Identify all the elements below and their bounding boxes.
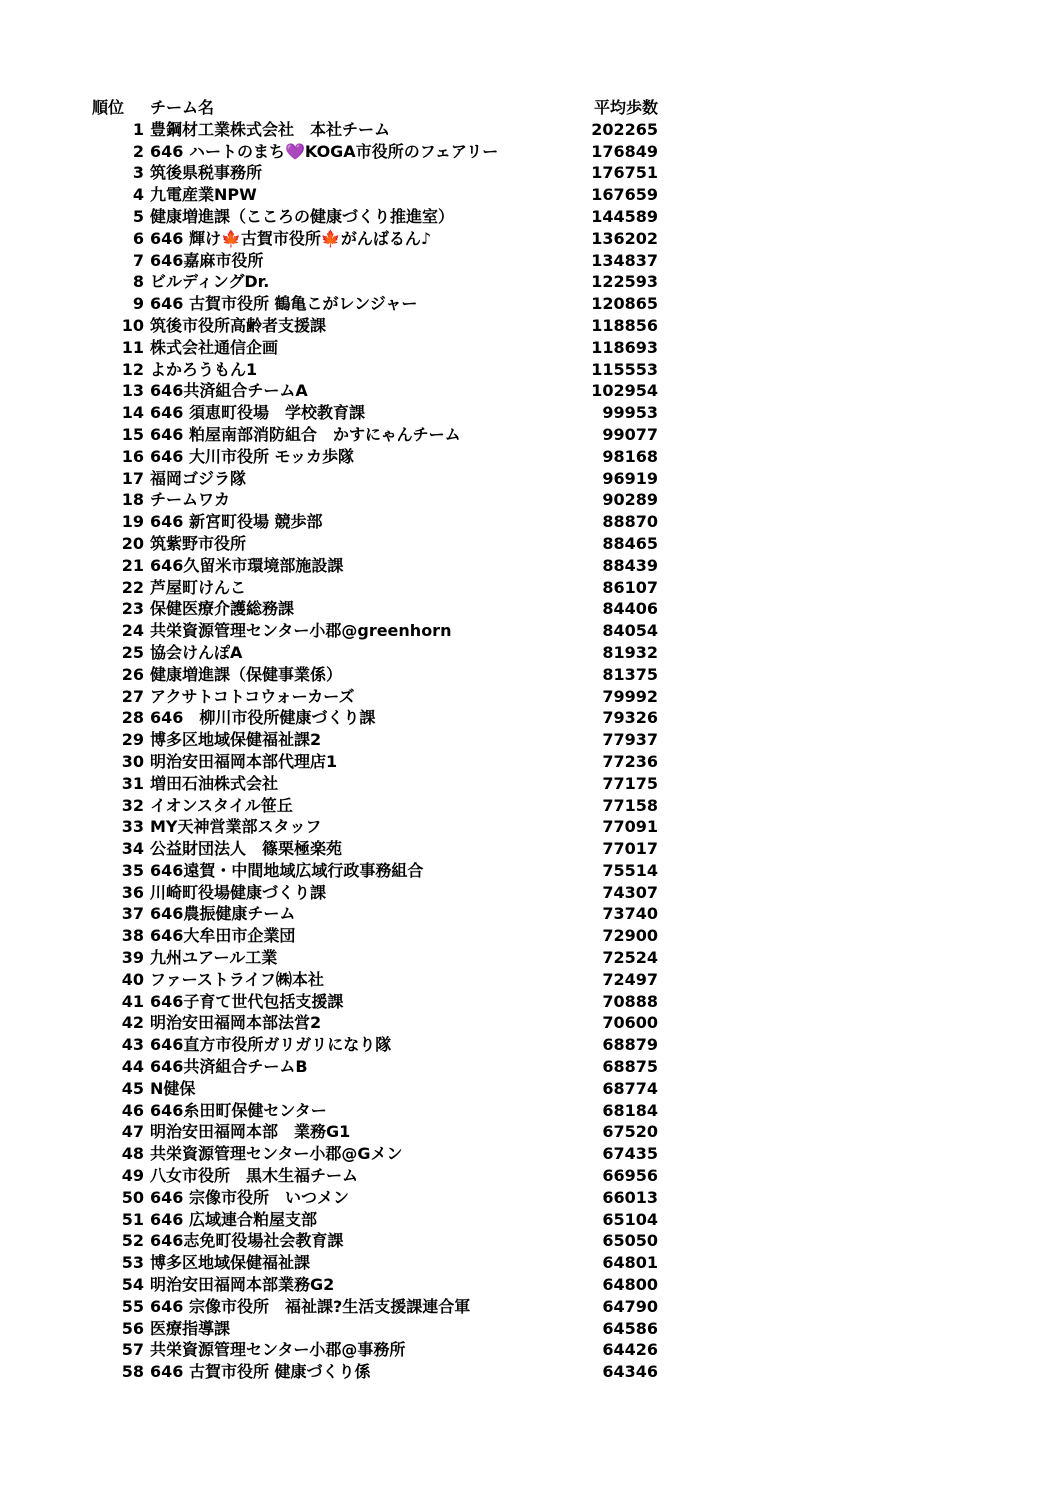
header-average-steps: 平均歩数 <box>593 98 658 117</box>
table-row <box>0 250 1058 272</box>
rank-cell: 14 <box>121 403 144 423</box>
table-row <box>0 860 1058 882</box>
table-row <box>0 1100 1058 1122</box>
average-steps-cell: 64790 <box>602 1296 658 1316</box>
rank-cell: 37 <box>121 904 144 924</box>
table-row <box>0 751 1058 773</box>
average-steps-cell: 88439 <box>602 555 658 575</box>
rank-cell: 48 <box>121 1144 144 1164</box>
average-steps-cell: 64801 <box>602 1253 658 1273</box>
average-steps-cell: 77236 <box>602 751 658 771</box>
rank-cell: 1 <box>132 119 144 139</box>
average-steps-cell: 176849 <box>591 141 658 161</box>
average-steps-cell: 72497 <box>602 969 658 989</box>
table-row <box>0 925 1058 947</box>
rank-cell: 11 <box>121 337 144 357</box>
team-name-cell: MY天神営業部スタッフ <box>150 817 322 837</box>
rank-cell: 22 <box>121 577 144 597</box>
team-name-cell: 646 宗像市役所 いつメン <box>150 1187 349 1207</box>
average-steps-cell: 77158 <box>602 795 658 815</box>
average-steps-cell: 86107 <box>602 577 658 597</box>
team-name-cell: 筑後県税事務所 <box>150 163 263 183</box>
average-steps-cell: 72524 <box>602 948 658 968</box>
team-name-cell: N健保 <box>150 1078 196 1098</box>
average-steps-cell: 73740 <box>602 904 658 924</box>
rank-cell: 18 <box>121 490 144 510</box>
rank-cell: 30 <box>121 751 144 771</box>
rank-cell: 32 <box>121 795 144 815</box>
rank-cell: 36 <box>121 882 144 902</box>
table-row <box>0 315 1058 337</box>
table-body <box>0 119 1058 1383</box>
table-row <box>0 184 1058 206</box>
average-steps-cell: 102954 <box>591 381 658 401</box>
average-steps-cell: 144589 <box>591 206 658 226</box>
team-name-cell: 646 古賀市役所 健康づくり係 <box>150 1362 371 1382</box>
rank-cell: 26 <box>121 664 144 684</box>
average-steps-cell: 115553 <box>591 359 658 379</box>
team-name-cell: 646 柳川市役所健康づくり課 <box>150 708 376 728</box>
team-name-cell: 646 宗像市役所 福祉課?生活支援課連合軍 <box>150 1296 471 1316</box>
average-steps-cell: 118856 <box>591 315 658 335</box>
header-team-name: チーム名 <box>150 98 215 117</box>
average-steps-cell: 77937 <box>602 730 658 750</box>
team-name-cell: 健康増進課（保健事業係） <box>150 664 343 684</box>
average-steps-cell: 68879 <box>602 1035 658 1055</box>
table-row <box>0 1296 1058 1318</box>
team-name-cell: 株式会社通信企画 <box>150 337 279 357</box>
team-name-cell: 646 須恵町役場 学校教育課 <box>150 403 365 423</box>
team-name-cell: 公益財団法人 篠栗極楽苑 <box>150 839 343 859</box>
team-name-cell: 646 大川市役所 モッカ歩隊 <box>150 446 355 466</box>
table-row <box>0 947 1058 969</box>
rank-cell: 44 <box>121 1057 144 1077</box>
table-row <box>0 1318 1058 1340</box>
rank-cell: 42 <box>121 1013 144 1033</box>
table-row <box>0 686 1058 708</box>
table-row <box>0 838 1058 860</box>
table-row <box>0 1274 1058 1296</box>
rank-cell: 49 <box>121 1166 144 1186</box>
rank-cell: 46 <box>121 1100 144 1120</box>
rank-cell: 33 <box>121 817 144 837</box>
average-steps-cell: 84054 <box>602 621 658 641</box>
table-row <box>0 773 1058 795</box>
table-row <box>0 141 1058 163</box>
table-row <box>0 1187 1058 1209</box>
team-name-cell: 646子育て世代包括支援課 <box>150 991 344 1011</box>
average-steps-cell: 65050 <box>602 1231 658 1251</box>
average-steps-cell: 99953 <box>602 403 658 423</box>
rank-cell: 4 <box>132 185 144 205</box>
average-steps-cell: 70600 <box>602 1013 658 1033</box>
average-steps-cell: 64800 <box>602 1275 658 1295</box>
average-steps-cell: 67520 <box>602 1122 658 1142</box>
team-name-cell: イオンスタイル笹丘 <box>150 795 293 815</box>
team-name-cell: 646 広域連合粕屋支部 <box>150 1209 317 1229</box>
team-name-cell: 明治安田福岡本部代理店1 <box>150 751 338 771</box>
rank-cell: 38 <box>121 926 144 946</box>
table-row <box>0 162 1058 184</box>
rank-cell: 19 <box>121 512 144 532</box>
table-row <box>0 1339 1058 1361</box>
rank-cell: 20 <box>121 533 144 553</box>
table-row <box>0 1209 1058 1231</box>
team-name-cell: 646共済組合チームB <box>150 1057 308 1077</box>
average-steps-cell: 77091 <box>602 817 658 837</box>
average-steps-cell: 79326 <box>602 708 658 728</box>
team-name-cell: 646遠賀・中間地域広域行政事務組合 <box>150 860 424 880</box>
table-row <box>0 707 1058 729</box>
rank-cell: 13 <box>121 381 144 401</box>
average-steps-cell: 79992 <box>602 686 658 706</box>
team-name-cell: 646農振健康チーム <box>150 904 296 924</box>
average-steps-cell: 134837 <box>591 250 658 270</box>
table-row <box>0 206 1058 228</box>
rank-cell: 28 <box>121 708 144 728</box>
table-row <box>0 969 1058 991</box>
average-steps-cell: 77175 <box>602 773 658 793</box>
team-name-cell: 豊鋼材工業株式会社 本社チーム <box>150 119 391 139</box>
team-name-cell: アクサトコトコウォーカーズ <box>150 686 355 706</box>
team-name-cell: 明治安田福岡本部業務G2 <box>150 1275 335 1295</box>
table-row <box>0 903 1058 925</box>
average-steps-cell: 81375 <box>602 664 658 684</box>
rank-cell: 27 <box>121 686 144 706</box>
table-row <box>0 620 1058 642</box>
table-row <box>0 642 1058 664</box>
team-name-cell: 共栄資源管理センター小郡@事務所 <box>150 1340 406 1360</box>
table-row <box>0 664 1058 686</box>
average-steps-cell: 90289 <box>602 490 658 510</box>
rank-cell: 25 <box>121 642 144 662</box>
team-name-cell: 筑後市役所高齢者支援課 <box>150 315 327 335</box>
table-row <box>0 271 1058 293</box>
table-row <box>0 882 1058 904</box>
team-name-cell: 筑紫野市役所 <box>150 533 247 553</box>
average-steps-cell: 74307 <box>602 882 658 902</box>
average-steps-cell: 99077 <box>602 424 658 444</box>
team-name-cell: ファーストライフ㈱本社 <box>150 969 324 989</box>
ranking-table <box>0 97 1058 1383</box>
rank-cell: 15 <box>121 424 144 444</box>
table-row <box>0 533 1058 555</box>
rank-cell: 17 <box>121 468 144 488</box>
average-steps-cell: 68184 <box>602 1100 658 1120</box>
table-row <box>0 489 1058 511</box>
rank-cell: 57 <box>121 1340 144 1360</box>
rank-cell: 50 <box>121 1187 144 1207</box>
table-row <box>0 555 1058 577</box>
rank-cell: 39 <box>121 948 144 968</box>
table-row <box>0 1252 1058 1274</box>
rank-cell: 10 <box>121 315 144 335</box>
team-name-cell: 646志免町役場社会教育課 <box>150 1231 344 1251</box>
rank-cell: 52 <box>121 1231 144 1251</box>
table-row <box>0 424 1058 446</box>
average-steps-cell: 65104 <box>602 1209 658 1229</box>
average-steps-cell: 84406 <box>602 599 658 619</box>
rank-cell: 45 <box>121 1078 144 1098</box>
team-name-cell: よかろうもん1 <box>150 359 258 379</box>
team-name-cell: 保健医療介護総務課 <box>150 599 295 619</box>
table-row <box>0 729 1058 751</box>
rank-cell: 7 <box>132 250 144 270</box>
average-steps-cell: 68774 <box>602 1078 658 1098</box>
header-rank: 順位 <box>92 98 125 117</box>
table-row <box>0 1012 1058 1034</box>
table-row <box>0 1078 1058 1100</box>
rank-cell: 3 <box>132 163 144 183</box>
team-name-cell: 共栄資源管理センター小郡@greenhorn <box>150 621 452 641</box>
table-row <box>0 1056 1058 1078</box>
team-name-cell: 福岡ゴジラ隊 <box>150 468 247 488</box>
team-name-cell: 博多区地域保健福祉課2 <box>150 730 322 750</box>
table-row <box>0 337 1058 359</box>
table-row <box>0 228 1058 250</box>
average-steps-cell: 64346 <box>602 1362 658 1382</box>
rank-cell: 53 <box>121 1253 144 1273</box>
table-row <box>0 1230 1058 1252</box>
table-row <box>0 816 1058 838</box>
team-name-cell: 646 新宮町役場 競歩部 <box>150 512 323 532</box>
table-row <box>0 402 1058 424</box>
rank-cell: 21 <box>121 555 144 575</box>
rank-cell: 51 <box>121 1209 144 1229</box>
rank-cell: 56 <box>121 1318 144 1338</box>
average-steps-cell: 64426 <box>602 1340 658 1360</box>
rank-cell: 54 <box>121 1275 144 1295</box>
average-steps-cell: 88465 <box>602 533 658 553</box>
average-steps-cell: 66013 <box>602 1187 658 1207</box>
table-row <box>0 598 1058 620</box>
team-name-cell: ビルディングDr. <box>150 272 270 292</box>
rank-cell: 29 <box>121 730 144 750</box>
table-row <box>0 1165 1058 1187</box>
team-name-cell: チームワカ <box>150 490 231 510</box>
rank-cell: 34 <box>121 839 144 859</box>
table-row <box>0 1034 1058 1056</box>
rank-cell: 9 <box>132 294 144 314</box>
rank-cell: 8 <box>132 272 144 292</box>
rank-cell: 5 <box>132 206 144 226</box>
team-name-cell: 646嘉麻市役所 <box>150 250 264 270</box>
table-row <box>0 446 1058 468</box>
average-steps-cell: 118693 <box>591 337 658 357</box>
team-name-cell: 医療指導課 <box>150 1318 231 1338</box>
table-row <box>0 511 1058 533</box>
table-row <box>0 991 1058 1013</box>
average-steps-cell: 75514 <box>602 860 658 880</box>
table-row <box>0 1361 1058 1383</box>
table-row <box>0 577 1058 599</box>
average-steps-cell: 72900 <box>602 926 658 946</box>
average-steps-cell: 67435 <box>602 1144 658 1164</box>
team-name-cell: 646 粕屋南部消防組合 かすにゃんチーム <box>150 424 461 444</box>
average-steps-cell: 81932 <box>602 642 658 662</box>
rank-cell: 47 <box>121 1122 144 1142</box>
average-steps-cell: 136202 <box>591 228 658 248</box>
average-steps-cell: 98168 <box>602 446 658 466</box>
average-steps-cell: 70888 <box>602 991 658 1011</box>
average-steps-cell: 88870 <box>602 512 658 532</box>
table-row <box>0 1143 1058 1165</box>
rank-cell: 35 <box>121 860 144 880</box>
rank-cell: 24 <box>121 621 144 641</box>
team-name-cell: 明治安田福岡本部法営2 <box>150 1013 322 1033</box>
team-name-cell: 八女市役所 黒木生福チーム <box>150 1166 359 1186</box>
rank-cell: 2 <box>132 141 144 161</box>
average-steps-cell: 167659 <box>591 185 658 205</box>
team-name-cell: 芦屋町けんこ <box>150 577 247 597</box>
table-header <box>0 97 1058 119</box>
average-steps-cell: 202265 <box>591 119 658 139</box>
team-name-cell: 明治安田福岡本部 業務G1 <box>150 1122 351 1142</box>
team-name-cell: 協会けんぽA <box>150 642 243 662</box>
rank-cell: 40 <box>121 969 144 989</box>
team-name-cell: 増田石油株式会社 <box>150 773 279 793</box>
table-row <box>0 359 1058 381</box>
rank-cell: 12 <box>121 359 144 379</box>
table-row <box>0 795 1058 817</box>
team-name-cell: 646 古賀市役所 鶴亀こがレンジャー <box>150 294 418 314</box>
rank-cell: 41 <box>121 991 144 1011</box>
team-name-cell: 646共済組合チームA <box>150 381 308 401</box>
table-row <box>0 293 1058 315</box>
team-name-cell: 646久留米市環境部施設課 <box>150 555 344 575</box>
team-name-cell: 646直方市役所ガリガリになり隊 <box>150 1035 392 1055</box>
average-steps-cell: 77017 <box>602 839 658 859</box>
team-name-cell: 九電産業NPW <box>150 185 257 205</box>
rank-cell: 6 <box>132 228 144 248</box>
team-name-cell: 川崎町役場健康づくり課 <box>150 882 327 902</box>
team-name-cell: 646 ハートのまち💜KOGA市役所のフェアリー <box>150 141 499 161</box>
team-name-cell: 共栄資源管理センター小郡@Gメン <box>150 1144 403 1164</box>
rank-cell: 58 <box>121 1362 144 1382</box>
average-steps-cell: 68875 <box>602 1057 658 1077</box>
rank-cell: 55 <box>121 1296 144 1316</box>
rank-cell: 16 <box>121 446 144 466</box>
team-name-cell: 646 輝け🍁古賀市役所🍁がんばるん♪ <box>150 228 432 248</box>
table-row <box>0 380 1058 402</box>
table-row <box>0 119 1058 141</box>
average-steps-cell: 96919 <box>602 468 658 488</box>
team-name-cell: 九州ユアール工業 <box>150 948 278 968</box>
average-steps-cell: 64586 <box>602 1318 658 1338</box>
rank-cell: 23 <box>121 599 144 619</box>
average-steps-cell: 176751 <box>591 163 658 183</box>
team-name-cell: 646大牟田市企業団 <box>150 926 296 946</box>
average-steps-cell: 66956 <box>602 1166 658 1186</box>
team-name-cell: 博多区地域保健福祉課 <box>150 1253 311 1273</box>
table-row <box>0 468 1058 490</box>
average-steps-cell: 120865 <box>591 294 658 314</box>
rank-cell: 43 <box>121 1035 144 1055</box>
table-row <box>0 1121 1058 1143</box>
average-steps-cell: 122593 <box>591 272 658 292</box>
team-name-cell: 健康増進課（こころの健康づくり推進室） <box>150 206 455 226</box>
team-name-cell: 646糸田町保健センター <box>150 1100 327 1120</box>
rank-cell: 31 <box>121 773 144 793</box>
